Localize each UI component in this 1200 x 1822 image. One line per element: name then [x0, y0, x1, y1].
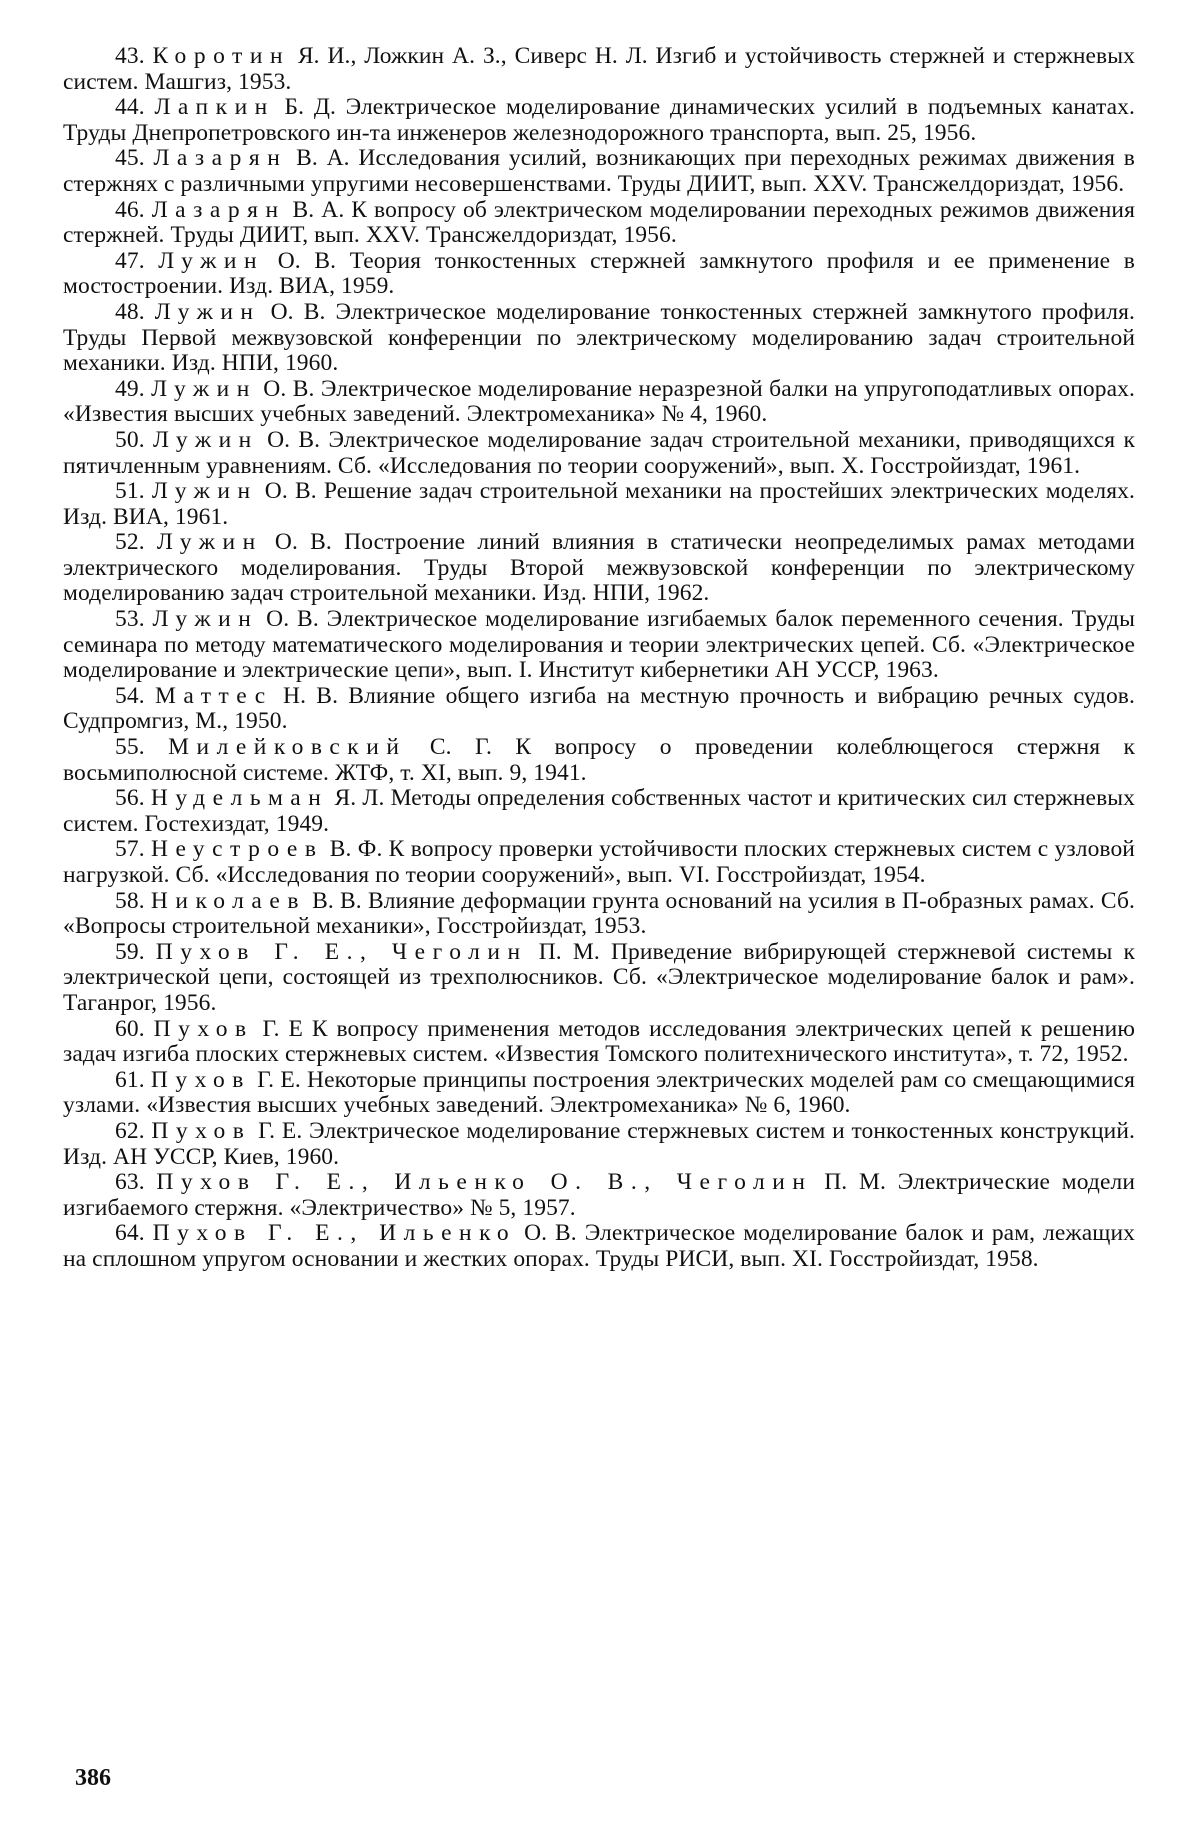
reference-number: 55. [115, 734, 145, 761]
reference-author: Лужин [154, 298, 261, 325]
reference-author: Лазарян [153, 145, 288, 172]
reference-author: Пухов Г. Е., Чеголин [155, 938, 528, 965]
reference-number: 47. [115, 247, 145, 274]
reference-number: 50. [115, 426, 145, 453]
reference-number: 45. [115, 145, 145, 172]
reference-54 [63, 684, 1135, 735]
reference-45 [63, 146, 1135, 197]
reference-number: 63. [115, 1169, 145, 1196]
reference-number: 52. [115, 529, 145, 556]
reference-author: Пухов [151, 1117, 252, 1144]
reference-author: Коротин [152, 43, 291, 69]
reference-number: 58. [115, 887, 145, 914]
reference-text: Г. Е К вопросу применения методов исследования электрических цепей к решению задач изгиба плоских стержневых систем. «Известия Томского политехнического института», т. 72, 1952. [63, 1015, 1135, 1068]
reference-number: 59. [115, 938, 145, 965]
reference-author: Пухов [150, 1066, 251, 1093]
reference-63 [63, 1170, 1135, 1221]
reference-61 [63, 1068, 1135, 1119]
reference-59 [63, 940, 1135, 1017]
reference-text: О. В. Электрическое моделирование изгибаемых балок переменного сечения. Труды семинара по методу математического моделирования и теории электрических цепей. Сб. «Электрическое моделирование и электрические цепи», вып. I. Институт кибернетики АН УССР, 1963. [63, 606, 1135, 684]
reference-58 [63, 889, 1135, 940]
reference-50 [63, 428, 1135, 479]
reference-author: Лужин [152, 426, 259, 453]
reference-author: Пухов [153, 1015, 254, 1042]
reference-author: Лужин [156, 529, 263, 556]
reference-number: 54. [115, 682, 145, 709]
reference-author: Пухов Г. Е., Ильенко О. В., Чеголин [156, 1169, 813, 1196]
reference-46 [63, 198, 1135, 249]
reference-49 [63, 377, 1135, 428]
reference-text: Б. Д. Электрическое моделирование динамических усилий в подъемных канатах. Труды Днепропетровского ин-та инженеров железнодорожного транспорта, вып. 25, 1956. [63, 94, 1135, 146]
reference-text: Я. И., Ложкин А. З., Сиверс Н. Л. Изгиб и устойчивость стержней и стержневых систем. Машгиз, 1953. [63, 43, 1135, 95]
reference-text: О. В. Теория тонкостенных стержней замкнутого профиля и ее применение в мостостроении. Изд. ВИА, 1959. [63, 247, 1135, 300]
reference-number: 56. [115, 785, 145, 812]
reference-48 [63, 300, 1135, 377]
reference-number: 43. [115, 43, 145, 69]
reference-number: 53. [115, 606, 145, 633]
reference-author: Милейковский [168, 734, 407, 761]
reference-62 [63, 1119, 1135, 1170]
reference-text: В. Ф. К вопросу проверки устойчивости плоских стержневых систем с узловой нагрузкой. Сб. «Исследования по теории сооружений», вып. VI. Госстройиздат, 1954. [63, 836, 1135, 888]
reference-text: О. В. Решение задач строительной механики на простейших электрических моделях. Изд. ВИА, 1961. [63, 478, 1135, 530]
reference-author: Лапкин [154, 94, 275, 121]
reference-author: Николаев [150, 887, 306, 914]
reference-number: 64. [115, 1220, 145, 1247]
reference-number: 60. [115, 1015, 145, 1042]
reference-55 [63, 735, 1135, 786]
reference-author: Лужин [152, 606, 259, 633]
reference-text: В. В. Влияние деформации грунта оснований на усилия в П-образных рамах. Сб. «Вопросы строительной механики», Госстройиздат, 1953. [63, 887, 1136, 940]
reference-number: 57. [115, 836, 145, 863]
reference-text: О. В. Электрическое моделирование балок и рам, лежащих на сплошном упругом основании и жестких опорах. Труды РИСИ, вып. XI. Госстройиздат, 1958. [63, 1220, 1136, 1272]
reference-text: П. М. Приведение вибрирующей стержневой системы к электрической цепи, состоящей из трехполюсников. Сб. «Электрическое моделирование балок и рам». Таганрог, 1956. [63, 938, 1135, 1016]
reference-57 [63, 837, 1135, 888]
reference-text: В. А. Исследования усилий, возникающих при переходных режимах движения в стержнях с различными упругими несовершенствами. Труды ДИИТ, вып. XXV. Трансжелдориздат, 1956. [63, 145, 1135, 197]
reference-text: Г. Е. Электрическое моделирование стержневых систем и тонкостенных конструкций. Изд. АН УССР, Киев, 1960. [63, 1117, 1135, 1170]
reference-60 [63, 1017, 1135, 1068]
reference-47 [63, 249, 1135, 300]
reference-text: О. В. Электрическое моделирование тонкостенных стержней замкнутого профиля. Труды Первой межвузовской конференции по электрическому моделированию задач строительной механики. Изд. НПИ, 1960. [63, 298, 1135, 377]
reference-number: 46. [115, 196, 145, 223]
reference-author: Лужин [158, 247, 265, 274]
reference-number: 49. [115, 375, 145, 402]
reference-44 [63, 95, 1135, 146]
reference-number: 62. [115, 1117, 145, 1144]
reference-number: 48. [115, 298, 145, 325]
reference-author: Лазарян [151, 196, 286, 223]
reference-number: 44. [115, 94, 145, 121]
reference-number: 51. [115, 478, 145, 505]
reference-author: Неустроев [150, 836, 324, 863]
reference-text: Я. Л. Методы определения собственных частот и критических сил стержневых систем. Гостехиздат, 1949. [63, 785, 1136, 837]
reference-author: Лужин [151, 478, 258, 505]
reference-text: О. В. Построение линий влияния в статически неопределимых рамах методами электрического моделирования. Труды Второй межвузовской конференции по электрическому моделированию задач строительной механики. Изд. НПИ, 1962. [63, 529, 1136, 607]
reference-author: Пухов Г. Е., Ильенко [152, 1220, 517, 1247]
reference-text: П. М. Электрические модели изгибаемого стержня. «Электричество» № 5, 1957. [63, 1169, 1135, 1221]
reference-number: 61. [115, 1066, 145, 1093]
reference-text: О. В. Электрическое моделирование неразрезной балки на упругоподатливых опорах. «Известия высших учебных заведений. Электромеханика» № 4, 1960. [63, 375, 1135, 428]
reference-52 [63, 530, 1135, 607]
reference-43 [63, 44, 1135, 95]
reference-author: Маттес [154, 682, 273, 709]
reference-text: С. Г. К вопросу о проведении колеблющегося стержня к восьмиполюсной системе. ЖТФ, т. XI, вып. 9, 1941. [63, 734, 1135, 786]
bibliography-list [63, 44, 1135, 1273]
reference-text: О. В. Электрическое моделирование задач строительной механики, приводящихся к пятичленным уравнениям. Сб. «Исследования по теории сооружений», вып. X. Госстройиздат, 1961. [63, 426, 1135, 479]
page-number: 386 [75, 1765, 111, 1791]
reference-51 [63, 479, 1135, 530]
reference-text: Г. Е. Некоторые принципы построения электрических моделей рам со смещающимися узлами. «Известия высших учебных заведений. Электромеханика» № 6, 1960. [63, 1066, 1135, 1119]
reference-author: Нудельман [150, 785, 329, 812]
reference-text: Н. В. Влияние общего изгиба на местную прочность и вибрацию речных судов. Судпромгиз, М., 1950. [63, 682, 1135, 735]
reference-56 [63, 786, 1135, 837]
reference-53 [63, 607, 1135, 684]
reference-64 [63, 1221, 1135, 1272]
reference-text: В. А. К вопросу об электрическом моделировании переходных режимов движения стержней. Труды ДИИТ, вып. XXV. Трансжелдориздат, 1956. [63, 196, 1135, 249]
reference-author: Лужин [151, 375, 257, 402]
